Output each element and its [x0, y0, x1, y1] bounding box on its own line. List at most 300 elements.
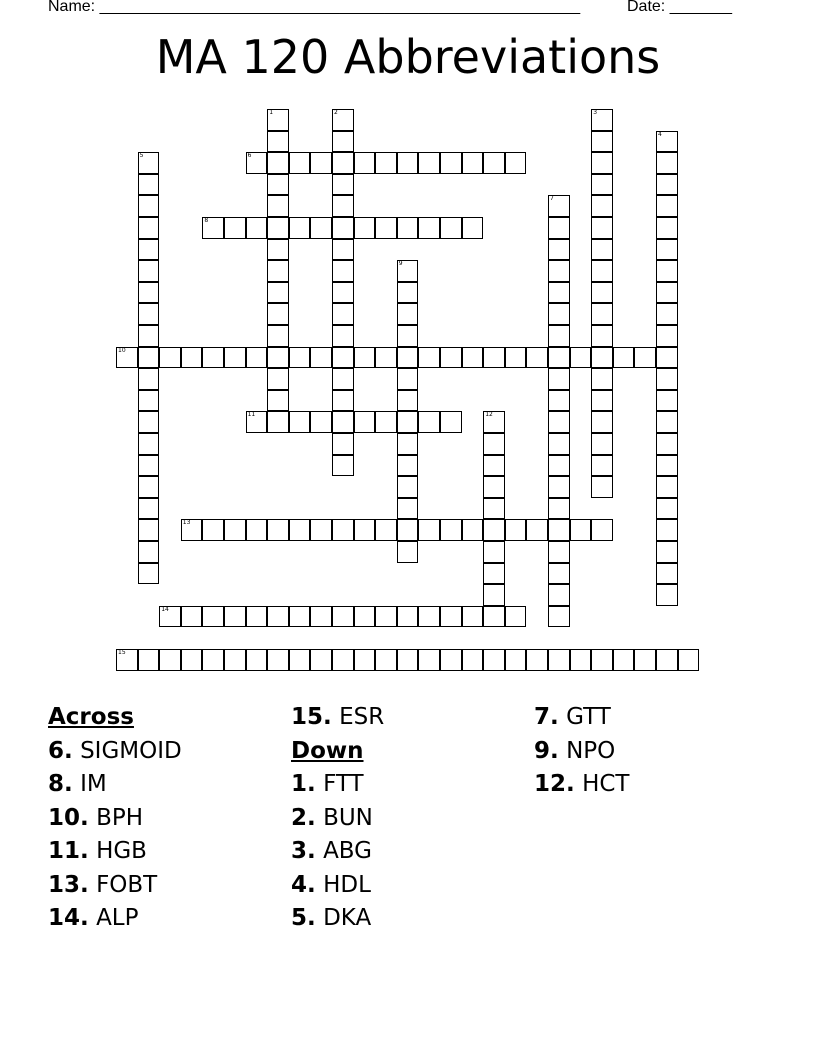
clue-text: BUN: [323, 804, 373, 831]
grid-cell[interactable]: [678, 649, 700, 671]
grid-cell[interactable]: [354, 649, 376, 671]
grid-cell[interactable]: [548, 239, 570, 261]
clue-text: HDL: [323, 871, 371, 898]
cell-number: 8: [204, 217, 209, 224]
clue-number: 7.: [534, 704, 559, 730]
grid-cell[interactable]: [656, 541, 678, 563]
clue-number: 1.: [291, 771, 316, 797]
grid-cell[interactable]: [440, 347, 462, 369]
grid-cell[interactable]: [246, 217, 268, 239]
grid-cell[interactable]: [440, 649, 462, 671]
grid-cell[interactable]: [267, 303, 289, 325]
grid-cell[interactable]: [332, 649, 354, 671]
grid-cell[interactable]: [267, 347, 289, 369]
grid-cell[interactable]: [332, 174, 354, 196]
grid-cell[interactable]: [310, 606, 332, 628]
grid-cell[interactable]: [159, 606, 181, 628]
grid-cell[interactable]: [548, 303, 570, 325]
grid-cell[interactable]: [548, 195, 570, 217]
grid-cell[interactable]: [397, 498, 419, 520]
grid-cell[interactable]: [656, 411, 678, 433]
grid-cell[interactable]: [483, 476, 505, 498]
grid-cell[interactable]: [332, 260, 354, 282]
grid-cell[interactable]: [418, 217, 440, 239]
clue-text: BPH: [96, 804, 144, 831]
grid-cell[interactable]: [267, 109, 289, 131]
grid-cell[interactable]: [548, 368, 570, 390]
grid-cell[interactable]: [397, 541, 419, 563]
grid-cell[interactable]: [483, 498, 505, 520]
grid-cell[interactable]: [332, 390, 354, 412]
grid-cell[interactable]: [310, 347, 332, 369]
grid-cell[interactable]: [462, 347, 484, 369]
grid-cell[interactable]: [440, 606, 462, 628]
grid-cell[interactable]: [483, 606, 505, 628]
grid-cell[interactable]: [548, 498, 570, 520]
grid-cell[interactable]: [267, 217, 289, 239]
grid-cell[interactable]: [267, 368, 289, 390]
grid-cell[interactable]: [656, 649, 678, 671]
grid-cell[interactable]: [267, 606, 289, 628]
grid-cell[interactable]: [224, 606, 246, 628]
grid-cell[interactable]: [332, 519, 354, 541]
cell-number: 7: [550, 195, 554, 203]
grid-cell[interactable]: [138, 325, 160, 347]
grid-cell[interactable]: [332, 239, 354, 261]
clue-across-10: [48, 803, 182, 837]
grid-cell[interactable]: [656, 368, 678, 390]
grid-cell[interactable]: [483, 411, 505, 433]
grid-cell[interactable]: [375, 519, 397, 541]
grid-cell[interactable]: [397, 476, 419, 498]
grid-cell[interactable]: [138, 476, 160, 498]
grid-cell[interactable]: [354, 519, 376, 541]
grid-cell[interactable]: [634, 347, 656, 369]
grid-cell[interactable]: [591, 433, 613, 455]
grid-cell[interactable]: [138, 411, 160, 433]
grid-cell[interactable]: [159, 649, 181, 671]
clue-number: 14.: [48, 905, 89, 931]
grid-cell[interactable]: [397, 303, 419, 325]
clue-number: 11.: [48, 838, 89, 864]
grid-cell[interactable]: [138, 195, 160, 217]
grid-cell[interactable]: [354, 217, 376, 239]
grid-cell[interactable]: [181, 519, 203, 541]
grid-cell[interactable]: [138, 498, 160, 520]
clue-number: 2.: [291, 804, 316, 831]
grid-cell[interactable]: [591, 109, 613, 131]
grid-cell[interactable]: [332, 347, 354, 369]
grid-cell[interactable]: [246, 649, 268, 671]
grid-cell[interactable]: [202, 347, 224, 369]
grid-cell[interactable]: [289, 606, 311, 628]
grid-cell[interactable]: [462, 519, 484, 541]
grid-cell[interactable]: [591, 303, 613, 325]
cell-number: 14: [161, 605, 169, 613]
grid-cell[interactable]: [483, 433, 505, 455]
grid-cell[interactable]: [440, 411, 462, 433]
grid-cell[interactable]: [267, 519, 289, 541]
grid-cell[interactable]: [526, 649, 548, 671]
grid-cell[interactable]: [224, 519, 246, 541]
grid-cell[interactable]: [548, 347, 570, 369]
grid-cell[interactable]: [462, 152, 484, 174]
grid-cell[interactable]: [656, 195, 678, 217]
grid-cell[interactable]: [418, 519, 440, 541]
grid-cell[interactable]: [483, 649, 505, 671]
grid-cell[interactable]: [267, 152, 289, 174]
grid-cell[interactable]: [138, 303, 160, 325]
grid-cell[interactable]: [310, 411, 332, 433]
grid-cell[interactable]: [310, 519, 332, 541]
grid-cell[interactable]: [591, 411, 613, 433]
grid-cell[interactable]: [267, 195, 289, 217]
grid-cell[interactable]: [483, 519, 505, 541]
grid-cell[interactable]: [440, 152, 462, 174]
across-heading: Across: [48, 704, 134, 730]
clue-down-5: [291, 903, 384, 937]
grid-cell[interactable]: [548, 519, 570, 541]
grid-cell[interactable]: [656, 433, 678, 455]
grid-cell[interactable]: [332, 303, 354, 325]
grid-cell[interactable]: [634, 649, 656, 671]
grid-cell[interactable]: [418, 606, 440, 628]
grid-cell[interactable]: [332, 152, 354, 174]
grid-cell[interactable]: [181, 347, 203, 369]
clue-text: HCT: [582, 771, 630, 797]
grid-cell[interactable]: [375, 347, 397, 369]
grid-cell[interactable]: [375, 649, 397, 671]
grid-cell[interactable]: [138, 260, 160, 282]
clue-text: HGB: [96, 838, 147, 864]
grid-cell[interactable]: [267, 390, 289, 412]
grid-cell[interactable]: [418, 152, 440, 174]
grid-cell[interactable]: [138, 347, 160, 369]
grid-cell[interactable]: [138, 541, 160, 563]
grid-cell[interactable]: [397, 217, 419, 239]
cell-number: 6: [247, 152, 252, 160]
grid-cell[interactable]: [591, 390, 613, 412]
grid-cell[interactable]: [375, 411, 397, 433]
grid-cell[interactable]: [570, 519, 592, 541]
grid-cell[interactable]: [202, 649, 224, 671]
grid-cell[interactable]: [591, 649, 613, 671]
clues-column-1: [48, 702, 182, 937]
grid-cell[interactable]: [289, 411, 311, 433]
grid-cell[interactable]: [656, 498, 678, 520]
grid-cell[interactable]: [397, 347, 419, 369]
grid-cell[interactable]: [656, 325, 678, 347]
grid-cell[interactable]: [548, 411, 570, 433]
grid-cell[interactable]: [397, 390, 419, 412]
grid-cell[interactable]: [656, 519, 678, 541]
clue-text: ABG: [323, 838, 372, 864]
date-field[interactable]: Date: _______: [627, 0, 732, 15]
grid-cell[interactable]: [483, 455, 505, 477]
grid-cell[interactable]: [591, 368, 613, 390]
grid-cell[interactable]: [397, 325, 419, 347]
grid-cell[interactable]: [526, 519, 548, 541]
grid-cell[interactable]: [548, 325, 570, 347]
grid-cell[interactable]: [418, 347, 440, 369]
cell-number: 13: [182, 519, 191, 527]
grid-cell[interactable]: [289, 347, 311, 369]
clue-text: ESR: [339, 704, 385, 730]
grid-cell[interactable]: [656, 455, 678, 477]
grid-cell[interactable]: [656, 347, 678, 369]
clue-down-4: [291, 870, 384, 904]
grid-cell[interactable]: [138, 217, 160, 239]
grid-cell[interactable]: [397, 606, 419, 628]
clue-number: 13.: [48, 871, 89, 898]
grid-cell[interactable]: [526, 347, 548, 369]
grid-cell[interactable]: [613, 347, 635, 369]
grid-cell[interactable]: [483, 584, 505, 606]
grid-cell[interactable]: [656, 239, 678, 261]
grid-cell[interactable]: [289, 519, 311, 541]
grid-cell[interactable]: [332, 455, 354, 477]
clue-number: 10.: [48, 804, 89, 831]
clue-text: NPO: [566, 737, 616, 764]
grid-cell[interactable]: [548, 455, 570, 477]
grid-cell[interactable]: [375, 152, 397, 174]
grid-cell[interactable]: [138, 455, 160, 477]
grid-cell[interactable]: [116, 649, 138, 671]
grid-cell[interactable]: [397, 152, 419, 174]
cell-number: 2: [334, 109, 338, 116]
grid-cell[interactable]: [548, 649, 570, 671]
grid-cell[interactable]: [656, 476, 678, 498]
grid-cell[interactable]: [181, 649, 203, 671]
grid-cell[interactable]: [354, 606, 376, 628]
grid-cell[interactable]: [310, 649, 332, 671]
grid-cell[interactable]: [202, 606, 224, 628]
grid-cell[interactable]: [354, 347, 376, 369]
grid-cell[interactable]: [332, 282, 354, 304]
grid-cell[interactable]: [418, 411, 440, 433]
grid-cell[interactable]: [138, 152, 160, 174]
grid-cell[interactable]: [591, 174, 613, 196]
grid-cell[interactable]: [224, 649, 246, 671]
grid-cell[interactable]: [332, 325, 354, 347]
grid-cell[interactable]: [332, 195, 354, 217]
clue-number: 6.: [48, 737, 73, 764]
grid-cell[interactable]: [202, 217, 224, 239]
grid-cell[interactable]: [656, 584, 678, 606]
grid-cell[interactable]: [462, 217, 484, 239]
grid-cell[interactable]: [591, 131, 613, 153]
grid-cell[interactable]: [267, 260, 289, 282]
grid-cell[interactable]: [656, 260, 678, 282]
grid-cell[interactable]: [548, 390, 570, 412]
grid-cell[interactable]: [656, 217, 678, 239]
grid-cell[interactable]: [505, 347, 527, 369]
grid-cell[interactable]: [656, 174, 678, 196]
grid-cell[interactable]: [591, 519, 613, 541]
cell-number: 11: [247, 411, 256, 419]
grid-cell[interactable]: [656, 131, 678, 153]
clue-across-11: [48, 836, 182, 870]
grid-cell[interactable]: [591, 282, 613, 304]
grid-cell[interactable]: [505, 519, 527, 541]
grid-cell[interactable]: [397, 260, 419, 282]
grid-cell[interactable]: [138, 174, 160, 196]
grid-cell[interactable]: [310, 217, 332, 239]
clue-number: 15.: [291, 704, 332, 730]
grid-cell[interactable]: [375, 217, 397, 239]
grid-cell[interactable]: [548, 433, 570, 455]
grid-cell[interactable]: [656, 152, 678, 174]
grid-cell[interactable]: [591, 455, 613, 477]
grid-cell[interactable]: [397, 433, 419, 455]
grid-cell[interactable]: [138, 239, 160, 261]
grid-cell[interactable]: [656, 303, 678, 325]
grid-cell[interactable]: [138, 519, 160, 541]
grid-cell[interactable]: [440, 519, 462, 541]
grid-cell[interactable]: [613, 649, 635, 671]
grid-cell[interactable]: [224, 347, 246, 369]
grid-cell[interactable]: [462, 606, 484, 628]
grid-cell[interactable]: [267, 325, 289, 347]
grid-cell[interactable]: [591, 325, 613, 347]
page-title: MA 120 Abbreviations: [155, 30, 661, 84]
grid-cell[interactable]: [591, 347, 613, 369]
grid-cell[interactable]: [138, 563, 160, 585]
grid-cell[interactable]: [483, 563, 505, 585]
grid-cell[interactable]: [548, 584, 570, 606]
grid-cell[interactable]: [246, 606, 268, 628]
grid-cell[interactable]: [267, 649, 289, 671]
grid-cell[interactable]: [548, 217, 570, 239]
clue-down-12: [534, 769, 629, 803]
grid-cell[interactable]: [483, 152, 505, 174]
grid-cell[interactable]: [246, 152, 268, 174]
grid-cell[interactable]: [591, 260, 613, 282]
grid-cell[interactable]: [397, 282, 419, 304]
grid-cell[interactable]: [138, 433, 160, 455]
grid-cell[interactable]: [656, 563, 678, 585]
grid-cell[interactable]: [505, 649, 527, 671]
grid-cell[interactable]: [332, 368, 354, 390]
grid-cell[interactable]: [570, 347, 592, 369]
grid-cell[interactable]: [483, 347, 505, 369]
grid-cell[interactable]: [267, 239, 289, 261]
clue-text: FTT: [323, 771, 364, 797]
cell-number: 4: [658, 130, 662, 138]
grid-cell[interactable]: [159, 347, 181, 369]
grid-cell[interactable]: [289, 217, 311, 239]
grid-cell[interactable]: [267, 282, 289, 304]
grid-cell[interactable]: [202, 519, 224, 541]
clue-down-3: [291, 836, 384, 870]
clue-text: GTT: [566, 704, 611, 730]
grid-cell[interactable]: [462, 649, 484, 671]
cell-number: 1: [269, 109, 274, 116]
grid-cell[interactable]: [591, 195, 613, 217]
grid-cell[interactable]: [397, 519, 419, 541]
clue-number: 8.: [48, 771, 73, 797]
grid-cell[interactable]: [397, 368, 419, 390]
grid-cell[interactable]: [375, 606, 397, 628]
grid-cell[interactable]: [548, 606, 570, 628]
grid-cell[interactable]: [397, 649, 419, 671]
grid-cell[interactable]: [591, 217, 613, 239]
grid-cell[interactable]: [591, 152, 613, 174]
grid-cell[interactable]: [267, 174, 289, 196]
grid-cell[interactable]: [656, 390, 678, 412]
grid-cell[interactable]: [246, 519, 268, 541]
grid-cell[interactable]: [246, 411, 268, 433]
grid-cell[interactable]: [116, 347, 138, 369]
grid-cell[interactable]: [548, 260, 570, 282]
clue-number: 9.: [534, 737, 559, 764]
cell-number: 10: [118, 346, 126, 354]
cell-number: 12: [485, 411, 493, 419]
grid-cell[interactable]: [332, 606, 354, 628]
clue-down-9: [534, 736, 629, 770]
down-heading: Down: [291, 737, 364, 764]
grid-cell[interactable]: [332, 411, 354, 433]
grid-cell[interactable]: [418, 649, 440, 671]
grid-cell[interactable]: [138, 368, 160, 390]
grid-cell[interactable]: [548, 476, 570, 498]
grid-cell[interactable]: [354, 411, 376, 433]
grid-cell[interactable]: [591, 239, 613, 261]
grid-cell[interactable]: [483, 541, 505, 563]
grid-cell[interactable]: [332, 109, 354, 131]
grid-cell[interactable]: [332, 131, 354, 153]
grid-cell[interactable]: [591, 476, 613, 498]
grid-cell[interactable]: [181, 606, 203, 628]
clue-across-14: [48, 903, 182, 937]
grid-cell[interactable]: [505, 152, 527, 174]
grid-cell[interactable]: [397, 455, 419, 477]
grid-cell[interactable]: [138, 649, 160, 671]
grid-cell[interactable]: [656, 282, 678, 304]
grid-cell[interactable]: [138, 390, 160, 412]
grid-cell[interactable]: [289, 649, 311, 671]
cell-number: 15: [118, 649, 126, 656]
clues-column-3: [534, 702, 629, 803]
grid-cell[interactable]: [397, 411, 419, 433]
cell-number: 5: [139, 152, 144, 160]
clue-number: 5.: [291, 905, 316, 931]
clue-number: 3.: [291, 838, 316, 864]
clue-down-7: [534, 702, 629, 736]
grid-cell[interactable]: [548, 563, 570, 585]
grid-cell[interactable]: [354, 152, 376, 174]
grid-cell[interactable]: [310, 152, 332, 174]
grid-cell[interactable]: [224, 217, 246, 239]
grid-cell[interactable]: [548, 282, 570, 304]
grid-cell[interactable]: [289, 152, 311, 174]
clue-text: IM: [80, 771, 107, 797]
grid-cell[interactable]: [267, 131, 289, 153]
grid-cell[interactable]: [570, 649, 592, 671]
grid-cell[interactable]: [267, 411, 289, 433]
grid-cell[interactable]: [332, 217, 354, 239]
grid-cell[interactable]: [332, 433, 354, 455]
grid-cell[interactable]: [505, 606, 527, 628]
grid-cell[interactable]: [246, 347, 268, 369]
name-field[interactable]: Name: ______________________________________________________: [48, 0, 581, 15]
clue-number: 12.: [534, 771, 575, 797]
grid-cell[interactable]: [138, 282, 160, 304]
grid-cell[interactable]: [548, 541, 570, 563]
grid-cell[interactable]: [440, 217, 462, 239]
clue-across-6: [48, 736, 182, 770]
clue-text: DKA: [323, 905, 372, 931]
